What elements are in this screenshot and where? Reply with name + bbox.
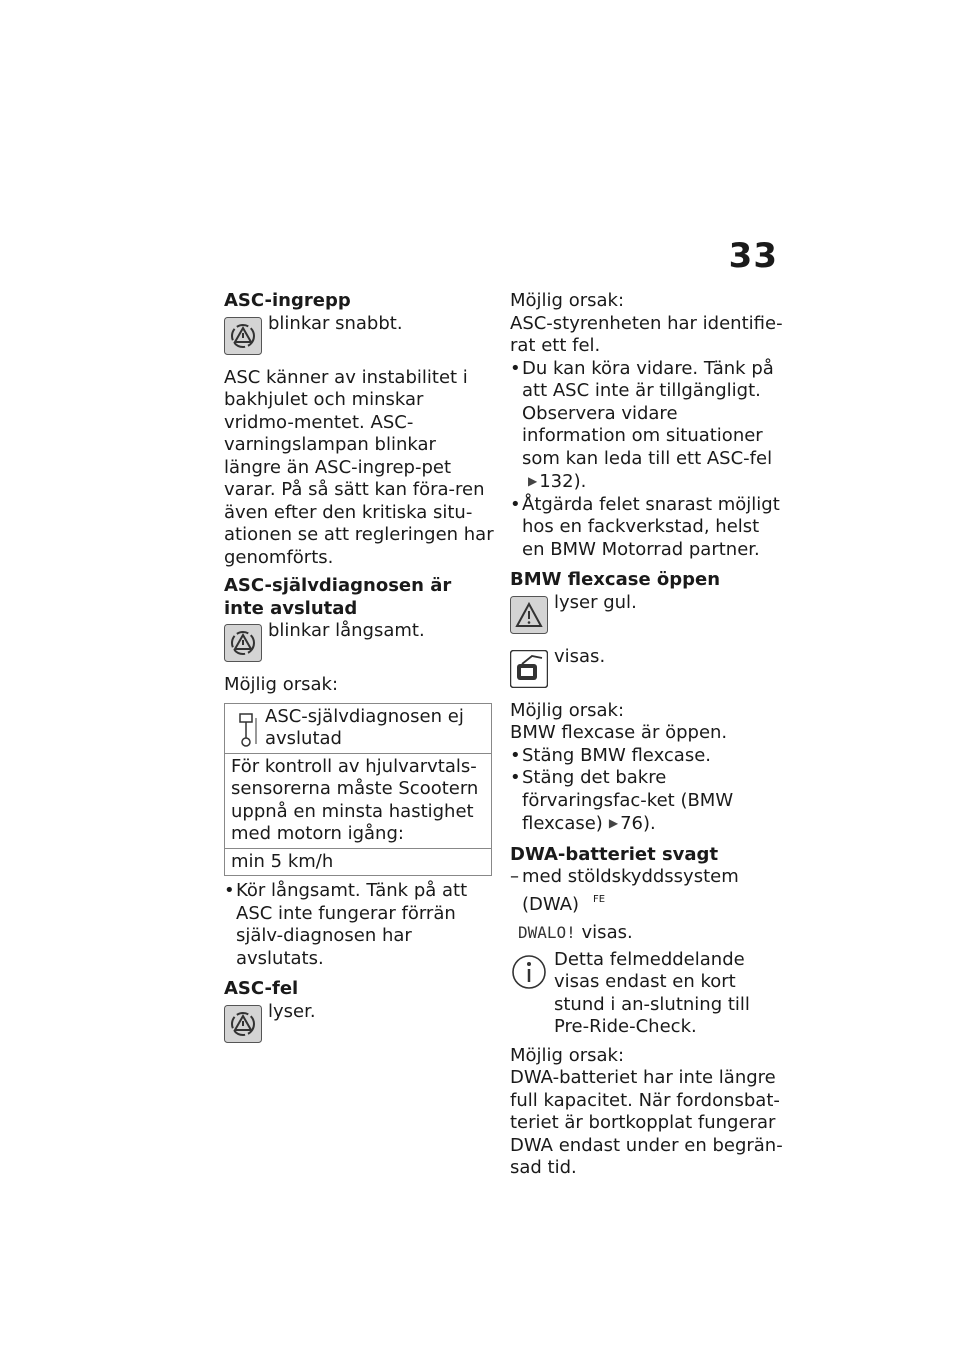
asc-warning-icon xyxy=(224,624,262,662)
dwa-cause-label: Möjlig orsak: xyxy=(510,1044,625,1066)
self-diag-table-row3: min 5 km/h xyxy=(225,848,492,876)
asc-fault-cause: ASC-styrenheten har identifie-rat ett fel. xyxy=(510,312,783,356)
self-diag-table-row2: För kontroll av hjulvarvtals-sensorerna måste Scootern uppnå en minsta hastighet med motorn igång: xyxy=(225,753,492,848)
dwa-info-note: Detta felmeddelande visas endast en kort stund i an-slutning till Pre-Ride-Check. xyxy=(510,949,785,1039)
tyre-pressure-sensor-icon xyxy=(237,712,259,748)
heading-dwa: DWA-batteriet svagt xyxy=(510,843,719,865)
dwa-display-line: DWALO! visas. xyxy=(518,922,633,943)
page-ref-arrow-icon: ▶ xyxy=(608,816,619,830)
flexcase-cause-label: Möjlig orsak: xyxy=(510,699,625,721)
flexcase-indicator-2: visas. xyxy=(510,646,785,688)
asc-fault-cause-label: Möjlig orsak: xyxy=(510,290,625,311)
asc-warning-icon xyxy=(224,1005,262,1043)
self-diag-table-row1: ASC-självdiagnosen ej avslutad xyxy=(225,703,492,753)
display-code: DWALO! xyxy=(518,923,576,942)
flexcase-cause: BMW flexcase är öppen. xyxy=(510,722,728,743)
flexcase-bullet-1: • Stäng BMW flexcase. xyxy=(510,745,785,768)
page-number: 33 xyxy=(728,236,778,276)
asc-warning-icon xyxy=(224,317,262,355)
flexcase-indicator-1: lyser gul. xyxy=(510,592,785,634)
dwa-cause: DWA-batteriet har inte längre full kapacitet. När fordonsbat-teriet är bortkopplat fungerar DWA endast under en begrän-sad tid. xyxy=(510,1067,783,1178)
asc-fault-bullet-1: • Du kan köra vidare. Tänk på att ASC inte är tillgängligt. Observera vidare information om situationer som kan leda till ett ASC-fel▶ 132). xyxy=(510,358,785,494)
right-column xyxy=(510,290,785,1186)
asc-fault-bullet-2: • Åtgärda felet snarast möjligt hos en fackverkstad, helst en BMW Motorrad partner. xyxy=(510,494,785,562)
heading-asc-intervention: ASC-ingrepp xyxy=(224,290,351,311)
flexcase-icon xyxy=(510,650,548,688)
self-diag-table xyxy=(224,703,492,877)
self-diag-indicator: blinkar långsamt. xyxy=(224,620,494,662)
info-icon xyxy=(510,953,548,991)
dwa-condition: – med stöldskyddssystem (DWA) $^{FE}$ xyxy=(510,866,785,916)
self-diag-cause-label: Möjlig orsak: xyxy=(224,674,339,695)
left-column xyxy=(224,290,494,1055)
heading-asc-fault: ASC-fel xyxy=(224,978,299,999)
self-diag-bullet: • Kör långsamt. Tänk på att ASC inte fungerar förrän själv-diagnosen har avslutats. xyxy=(224,880,494,970)
general-warning-icon xyxy=(510,596,548,634)
page-ref-arrow-icon: ▶ xyxy=(528,474,538,488)
equipment-tag: FE xyxy=(593,893,606,905)
asc-fault-indicator: lyser. xyxy=(224,1001,494,1043)
flexcase-bullet-2: • Stäng det bakre förvaringsfac-ket (BMW flexcase) ▶ 76). xyxy=(510,767,785,836)
asc-intervention-indicator: blinkar snabbt. xyxy=(224,313,494,355)
heading-flexcase: BMW flexcase öppen xyxy=(510,569,721,590)
asc-intervention-body: ASC känner av instabilitet i bakhjulet och minskar vridmo-mentet. ASC-varningslampan blinkar längre än ASC-ingrep-pet varar. På så sätt kan föra-ren även efter den kritiska situ-ationen se att regleringen har genomförts. xyxy=(224,366,494,568)
heading-self-diag: ASC-självdiagnosen är inte avslutad xyxy=(224,575,452,619)
